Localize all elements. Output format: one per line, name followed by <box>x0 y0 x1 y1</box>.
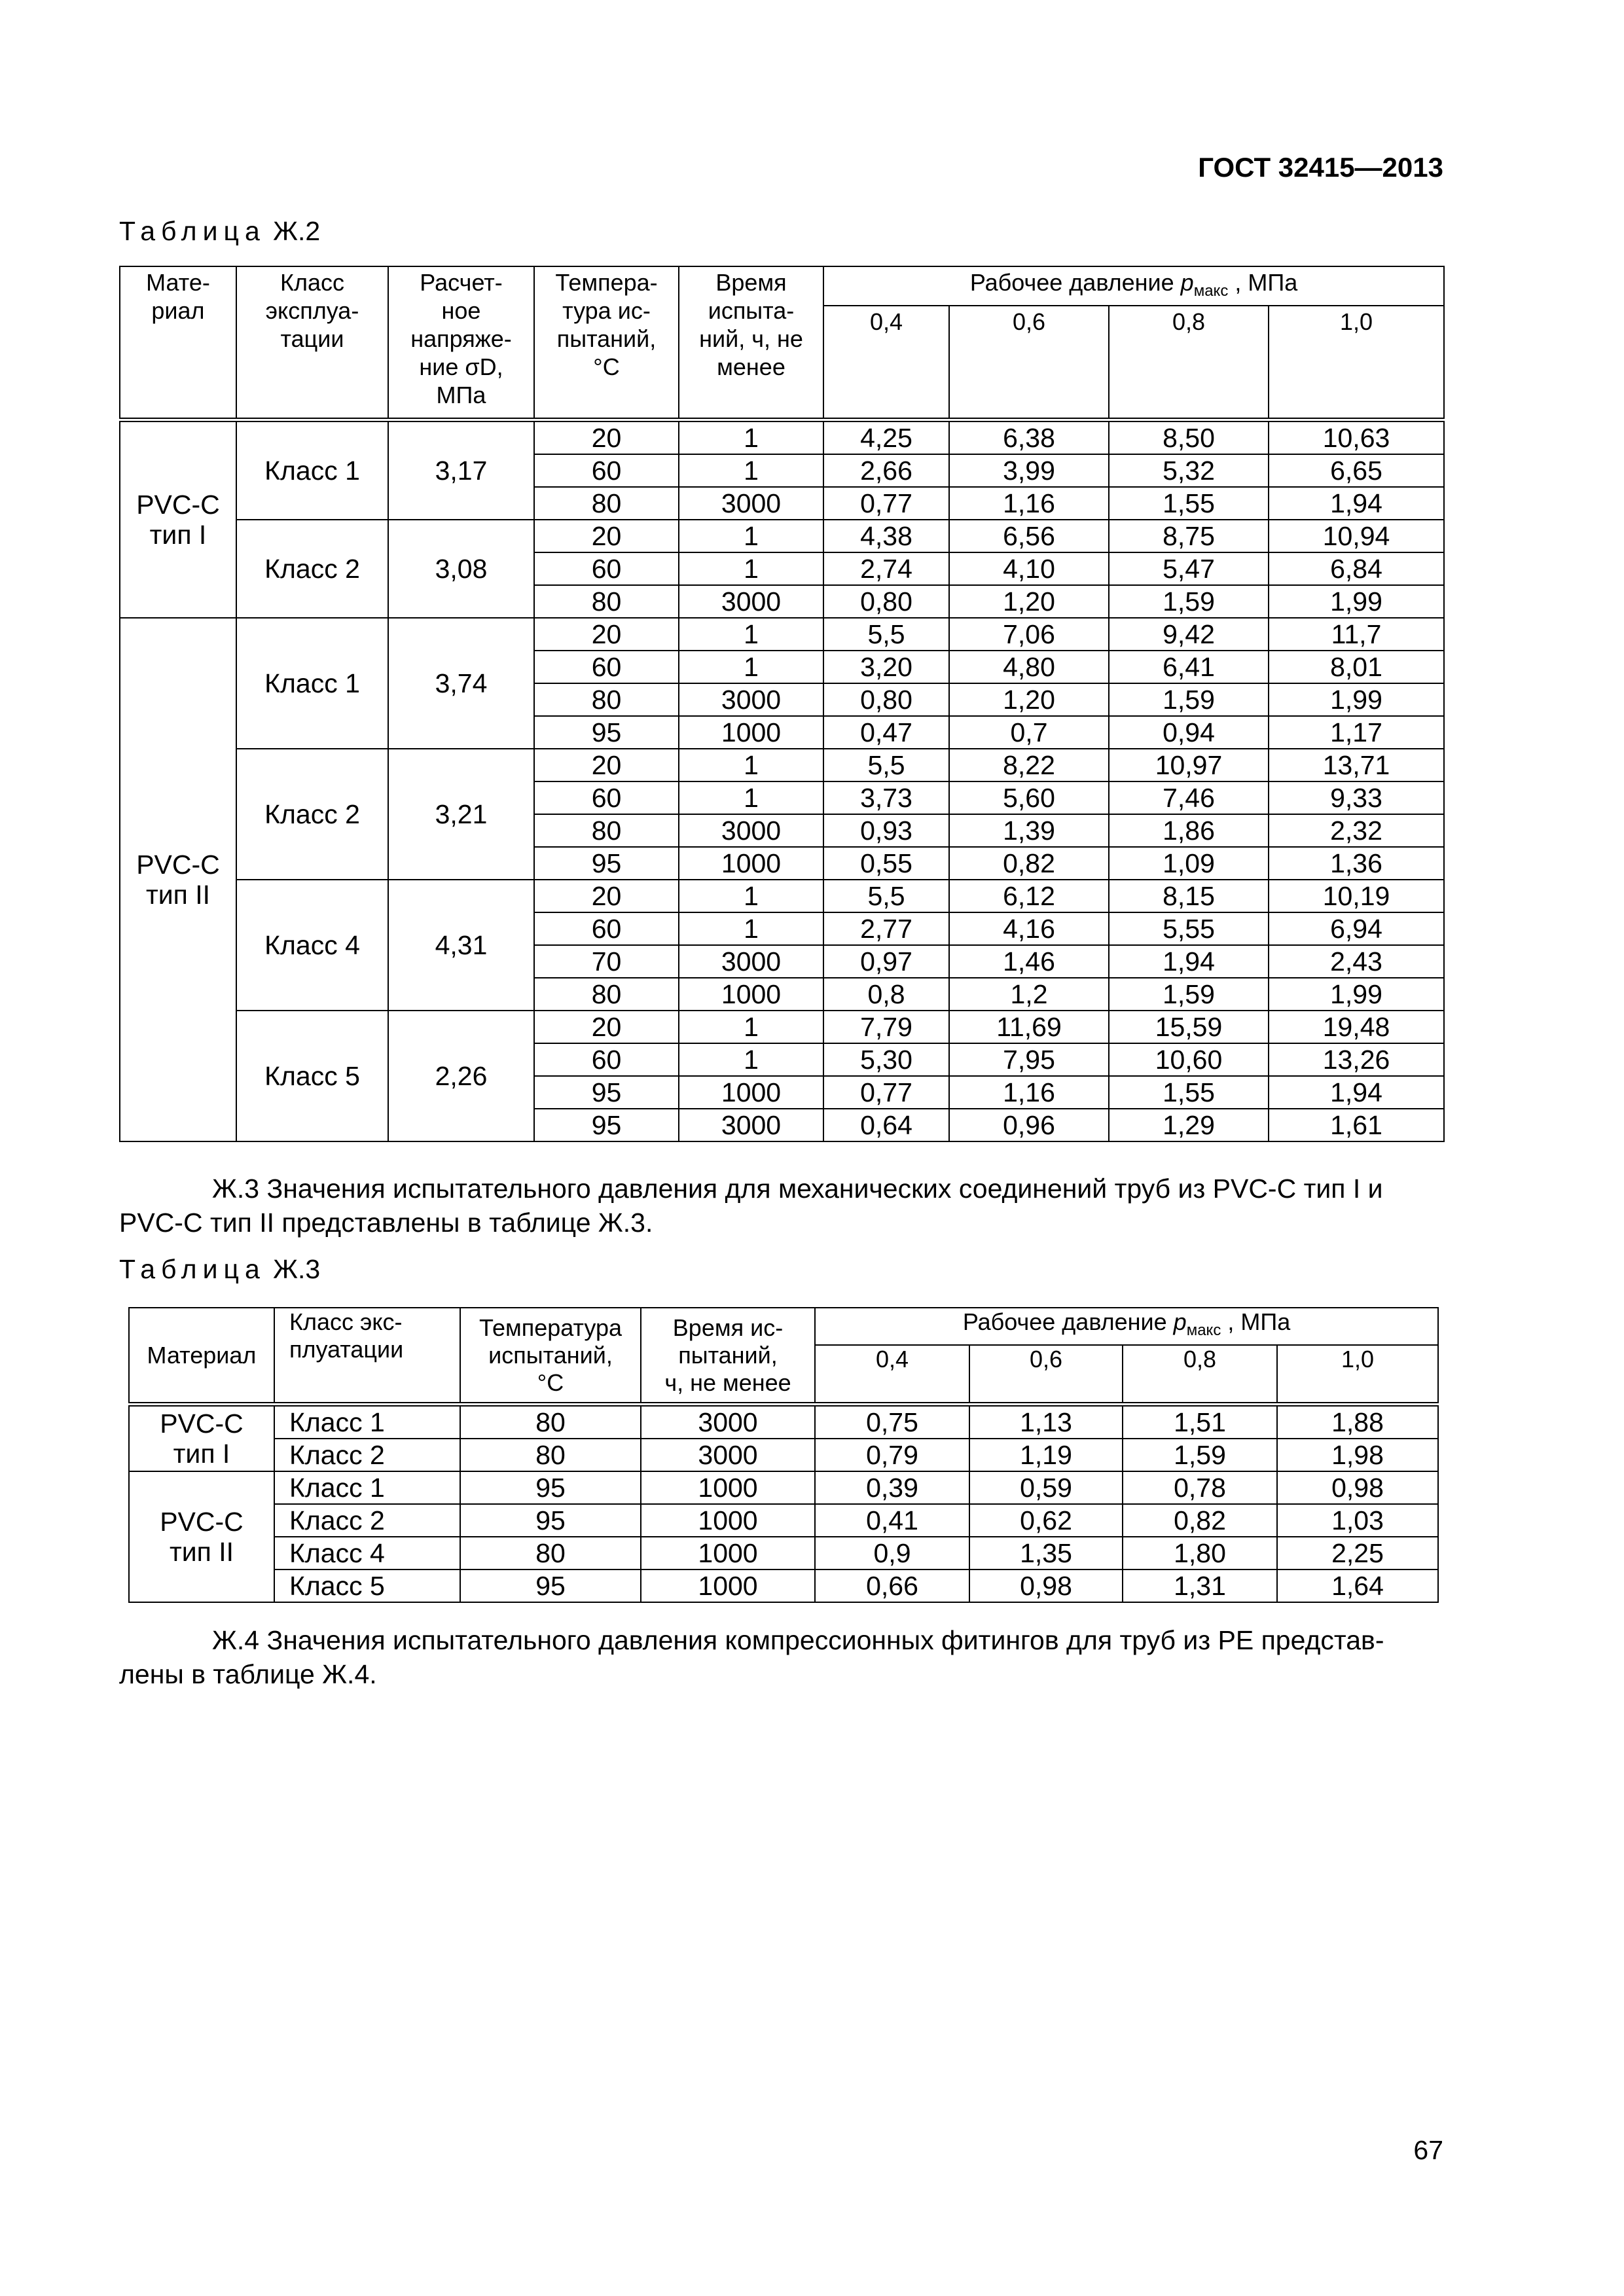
value-cell: 10,19 <box>1269 880 1444 912</box>
class-cell: Класс 1 <box>274 1471 460 1504</box>
value-cell: 1,20 <box>949 683 1109 716</box>
stress-cell: 3,74 <box>388 618 534 749</box>
value-cell: 9,42 <box>1109 618 1269 651</box>
t3-header-class: Класс экс- плуатации <box>274 1308 460 1405</box>
value-cell: 1,13 <box>969 1405 1123 1439</box>
table-row <box>120 1011 1444 1043</box>
value-cell: 20 <box>534 749 679 781</box>
value-cell: 0,82 <box>949 847 1109 880</box>
value-cell: 1000 <box>641 1504 815 1537</box>
class-cell: Класс 2 <box>236 749 388 880</box>
value-cell: 1,36 <box>1269 847 1444 880</box>
value-cell: 70 <box>534 945 679 978</box>
class-cell: Класс 1 <box>274 1405 460 1439</box>
value-cell: 4,38 <box>823 520 949 552</box>
class-cell: Класс 5 <box>236 1011 388 1141</box>
value-cell: 0,80 <box>823 585 949 618</box>
value-cell: 1,94 <box>1269 487 1444 520</box>
value-cell: 8,50 <box>1109 420 1269 455</box>
value-cell: 1,35 <box>969 1537 1123 1570</box>
value-cell: 8,75 <box>1109 520 1269 552</box>
value-cell: 5,32 <box>1109 454 1269 487</box>
table3-body <box>129 1405 1438 1603</box>
value-cell: 1000 <box>641 1570 815 1602</box>
value-cell: 3,73 <box>823 781 949 814</box>
value-cell: 20 <box>534 520 679 552</box>
t3-header-pressure-2: 0,6 <box>969 1345 1123 1405</box>
table-row <box>129 1537 1438 1570</box>
value-cell: 95 <box>534 1076 679 1109</box>
value-cell: 3,99 <box>949 454 1109 487</box>
class-cell: Класс 4 <box>274 1537 460 1570</box>
material-cell: PVC-C тип I <box>120 420 236 619</box>
value-cell: 6,41 <box>1109 651 1269 683</box>
stress-cell: 3,21 <box>388 749 534 880</box>
class-cell: Класс 2 <box>236 520 388 618</box>
value-cell: 3000 <box>679 683 823 716</box>
table-row <box>129 1570 1438 1602</box>
header-stress: Расчет- ное напряже- ние σD, МПа <box>388 266 534 420</box>
value-cell: 1 <box>679 749 823 781</box>
value-cell: 1,17 <box>1269 716 1444 749</box>
value-cell: 5,55 <box>1109 912 1269 945</box>
page-number: 67 <box>1413 2135 1443 2165</box>
value-cell: 6,12 <box>949 880 1109 912</box>
value-cell: 5,5 <box>823 880 949 912</box>
value-cell: 1,59 <box>1109 978 1269 1011</box>
class-cell: Класс 1 <box>236 420 388 520</box>
value-cell: 15,59 <box>1109 1011 1269 1043</box>
value-cell: 1,61 <box>1269 1109 1444 1141</box>
value-cell: 10,97 <box>1109 749 1269 781</box>
value-cell: 5,5 <box>823 749 949 781</box>
header-pressure-3: 0,8 <box>1109 306 1269 420</box>
value-cell: 1000 <box>679 978 823 1011</box>
table-zh2 <box>119 266 1445 1142</box>
table3-caption <box>119 1254 320 1285</box>
value-cell: 2,43 <box>1269 945 1444 978</box>
value-cell: 5,30 <box>823 1043 949 1076</box>
table-row <box>120 880 1444 912</box>
value-cell: 0,82 <box>1123 1504 1277 1537</box>
header-time: Время испыта- ний, ч, не менее <box>679 266 823 420</box>
value-cell: 1 <box>679 552 823 585</box>
value-cell: 13,26 <box>1269 1043 1444 1076</box>
value-cell: 95 <box>460 1471 641 1504</box>
value-cell: 60 <box>534 781 679 814</box>
table-row <box>120 520 1444 552</box>
value-cell: 0,96 <box>949 1109 1109 1141</box>
table-row <box>120 420 1444 455</box>
value-cell: 19,48 <box>1269 1011 1444 1043</box>
value-cell: 1000 <box>641 1471 815 1504</box>
header-pressure-2: 0,6 <box>949 306 1109 420</box>
table-zh3 <box>128 1307 1439 1603</box>
value-cell: 3000 <box>679 1109 823 1141</box>
value-cell: 6,56 <box>949 520 1109 552</box>
value-cell: 0,7 <box>949 716 1109 749</box>
value-cell: 8,01 <box>1269 651 1444 683</box>
value-cell: 1,99 <box>1269 978 1444 1011</box>
value-cell: 1,88 <box>1277 1405 1438 1439</box>
table-row <box>129 1405 1438 1439</box>
value-cell: 1,51 <box>1123 1405 1277 1439</box>
value-cell: 95 <box>460 1570 641 1602</box>
value-cell: 1,31 <box>1123 1570 1277 1602</box>
value-cell: 7,46 <box>1109 781 1269 814</box>
t3-header-time: Время ис- пытаний, ч, не менее <box>641 1308 815 1405</box>
value-cell: 1 <box>679 1043 823 1076</box>
material-cell: PVC-C тип II <box>120 618 236 1141</box>
value-cell: 0,79 <box>815 1439 969 1471</box>
value-cell: 4,80 <box>949 651 1109 683</box>
value-cell: 0,66 <box>815 1570 969 1602</box>
value-cell: 4,16 <box>949 912 1109 945</box>
value-cell: 9,33 <box>1269 781 1444 814</box>
value-cell: 0,8 <box>823 978 949 1011</box>
table-row <box>129 1439 1438 1471</box>
value-cell: 0,62 <box>969 1504 1123 1537</box>
stress-cell: 3,17 <box>388 420 534 520</box>
value-cell: 1,94 <box>1269 1076 1444 1109</box>
value-cell: 20 <box>534 880 679 912</box>
t3-header-working-pressure: Рабочее давление $p_{макс}$ , МПа <box>815 1308 1438 1345</box>
value-cell: 60 <box>534 454 679 487</box>
value-cell: 1,29 <box>1109 1109 1269 1141</box>
value-cell: 11,69 <box>949 1011 1109 1043</box>
header-class: Класс эксплуа- тации <box>236 266 388 420</box>
value-cell: 8,22 <box>949 749 1109 781</box>
value-cell: 80 <box>534 487 679 520</box>
value-cell: 0,77 <box>823 1076 949 1109</box>
value-cell: 0,78 <box>1123 1471 1277 1504</box>
value-cell: 3000 <box>679 487 823 520</box>
value-cell: 6,38 <box>949 420 1109 455</box>
value-cell: 13,71 <box>1269 749 1444 781</box>
value-cell: 1,98 <box>1277 1439 1438 1471</box>
paragraph-zh4: Ж.4 Значения испытательного давления компрессионных фитингов для труб из PE представ-лены в таблице Ж.4. <box>119 1625 1384 1689</box>
material-cell: PVC-C тип I <box>129 1405 274 1472</box>
value-cell: 5,47 <box>1109 552 1269 585</box>
value-cell: 4,10 <box>949 552 1109 585</box>
class-cell: Класс 5 <box>274 1570 460 1602</box>
value-cell: 1,2 <box>949 978 1109 1011</box>
value-cell: 1,59 <box>1109 683 1269 716</box>
value-cell: 1,16 <box>949 487 1109 520</box>
value-cell: 20 <box>534 618 679 651</box>
value-cell: 60 <box>534 1043 679 1076</box>
document-code: ГОСТ 32415—2013 <box>1198 152 1443 183</box>
value-cell: 1 <box>679 520 823 552</box>
value-cell: 1,19 <box>969 1439 1123 1471</box>
value-cell: 0,97 <box>823 945 949 978</box>
class-cell: Класс 1 <box>236 618 388 749</box>
class-cell: Класс 2 <box>274 1439 460 1471</box>
value-cell: 1,46 <box>949 945 1109 978</box>
value-cell: 1,94 <box>1109 945 1269 978</box>
value-cell: 1000 <box>679 1076 823 1109</box>
value-cell: 80 <box>534 683 679 716</box>
value-cell: 1,16 <box>949 1076 1109 1109</box>
table2-caption-number: Ж.2 <box>273 216 321 246</box>
t3-header-temperature: Температура испытаний, °C <box>460 1308 641 1405</box>
value-cell: 1,80 <box>1123 1537 1277 1570</box>
value-cell: 1000 <box>679 847 823 880</box>
value-cell: 0,80 <box>823 683 949 716</box>
table-row <box>120 749 1444 781</box>
value-cell: 6,65 <box>1269 454 1444 487</box>
value-cell: 95 <box>534 716 679 749</box>
value-cell: 6,84 <box>1269 552 1444 585</box>
value-cell: 6,94 <box>1269 912 1444 945</box>
value-cell: 2,74 <box>823 552 949 585</box>
value-cell: 20 <box>534 420 679 455</box>
class-cell: Класс 4 <box>236 880 388 1011</box>
value-cell: 60 <box>534 552 679 585</box>
value-cell: 80 <box>460 1537 641 1570</box>
value-cell: 3000 <box>679 585 823 618</box>
value-cell: 7,06 <box>949 618 1109 651</box>
value-cell: 7,79 <box>823 1011 949 1043</box>
value-cell: 80 <box>460 1439 641 1471</box>
value-cell: 1,09 <box>1109 847 1269 880</box>
table2-caption-word: Таблица <box>119 216 266 246</box>
header-material: Мате- риал <box>120 266 236 420</box>
value-cell: 0,94 <box>1109 716 1269 749</box>
value-cell: 0,98 <box>1277 1471 1438 1504</box>
stress-cell: 4,31 <box>388 880 534 1011</box>
table-row <box>129 1471 1438 1504</box>
value-cell: 1 <box>679 651 823 683</box>
value-cell: 1 <box>679 781 823 814</box>
value-cell: 1,55 <box>1109 1076 1269 1109</box>
value-cell: 5,60 <box>949 781 1109 814</box>
class-cell: Класс 2 <box>274 1504 460 1537</box>
table2-caption <box>119 216 320 247</box>
value-cell: 95 <box>534 1109 679 1141</box>
value-cell: 3000 <box>679 945 823 978</box>
value-cell: 0,64 <box>823 1109 949 1141</box>
value-cell: 20 <box>534 1011 679 1043</box>
value-cell: 0,98 <box>969 1570 1123 1602</box>
value-cell: 8,15 <box>1109 880 1269 912</box>
value-cell: 3000 <box>641 1439 815 1471</box>
value-cell: 80 <box>534 814 679 847</box>
table-row <box>120 618 1444 651</box>
value-cell: 1,03 <box>1277 1504 1438 1537</box>
value-cell: 2,66 <box>823 454 949 487</box>
value-cell: 0,41 <box>815 1504 969 1537</box>
t3-header-pressure-4: 1,0 <box>1277 1345 1438 1405</box>
value-cell: 1,59 <box>1123 1439 1277 1471</box>
value-cell: 1 <box>679 912 823 945</box>
t3-header-pressure-3: 0,8 <box>1123 1345 1277 1405</box>
table2-body <box>120 420 1444 1142</box>
value-cell: 3,20 <box>823 651 949 683</box>
header-pressure-1: 0,4 <box>823 306 949 420</box>
value-cell: 1,99 <box>1269 585 1444 618</box>
value-cell: 0,47 <box>823 716 949 749</box>
value-cell: 80 <box>534 585 679 618</box>
value-cell: 0,9 <box>815 1537 969 1570</box>
value-cell: 1,99 <box>1269 683 1444 716</box>
value-cell: 60 <box>534 651 679 683</box>
value-cell: 1 <box>679 1011 823 1043</box>
value-cell: 4,25 <box>823 420 949 455</box>
table-row <box>129 1504 1438 1537</box>
value-cell: 0,93 <box>823 814 949 847</box>
value-cell: 1 <box>679 880 823 912</box>
header-temperature: Темпера- тура ис- пытаний, °C <box>534 266 679 420</box>
value-cell: 0,39 <box>815 1471 969 1504</box>
value-cell: 3000 <box>679 814 823 847</box>
t3-header-material: Материал <box>129 1308 274 1405</box>
value-cell: 2,77 <box>823 912 949 945</box>
t3-header-pressure-1: 0,4 <box>815 1345 969 1405</box>
value-cell: 1,86 <box>1109 814 1269 847</box>
value-cell: 10,94 <box>1269 520 1444 552</box>
value-cell: 10,63 <box>1269 420 1444 455</box>
value-cell: 1,64 <box>1277 1570 1438 1602</box>
value-cell: 0,55 <box>823 847 949 880</box>
table3-caption-number: Ж.3 <box>273 1254 321 1284</box>
value-cell: 2,25 <box>1277 1537 1438 1570</box>
value-cell: 0,77 <box>823 487 949 520</box>
value-cell: 3000 <box>641 1405 815 1439</box>
value-cell: 11,7 <box>1269 618 1444 651</box>
stress-cell: 2,26 <box>388 1011 534 1141</box>
value-cell: 80 <box>534 978 679 1011</box>
value-cell: 1,20 <box>949 585 1109 618</box>
header-working-pressure: Рабочее давление $p_{макс}$ , МПа <box>823 266 1444 306</box>
value-cell: 1,39 <box>949 814 1109 847</box>
value-cell: 95 <box>460 1504 641 1537</box>
header-pressure-4: 1,0 <box>1269 306 1444 420</box>
value-cell: 60 <box>534 912 679 945</box>
value-cell: 0,75 <box>815 1405 969 1439</box>
value-cell: 1 <box>679 618 823 651</box>
value-cell: 10,60 <box>1109 1043 1269 1076</box>
value-cell: 1000 <box>679 716 823 749</box>
value-cell: 1000 <box>641 1537 815 1570</box>
value-cell: 1,55 <box>1109 487 1269 520</box>
stress-cell: 3,08 <box>388 520 534 618</box>
value-cell: 1,59 <box>1109 585 1269 618</box>
value-cell: 0,59 <box>969 1471 1123 1504</box>
material-cell: PVC-C тип II <box>129 1471 274 1602</box>
table3-caption-word: Таблица <box>119 1254 266 1284</box>
value-cell: 80 <box>460 1405 641 1439</box>
value-cell: 7,95 <box>949 1043 1109 1076</box>
value-cell: 2,32 <box>1269 814 1444 847</box>
value-cell: 95 <box>534 847 679 880</box>
value-cell: 5,5 <box>823 618 949 651</box>
value-cell: 1 <box>679 454 823 487</box>
value-cell: 1 <box>679 420 823 455</box>
paragraph-zh3: Ж.3 Значения испытательного давления для механических соединений труб из PVC-C тип I и PVC-C тип II представлены в таблице Ж.3. <box>119 1174 1383 1238</box>
